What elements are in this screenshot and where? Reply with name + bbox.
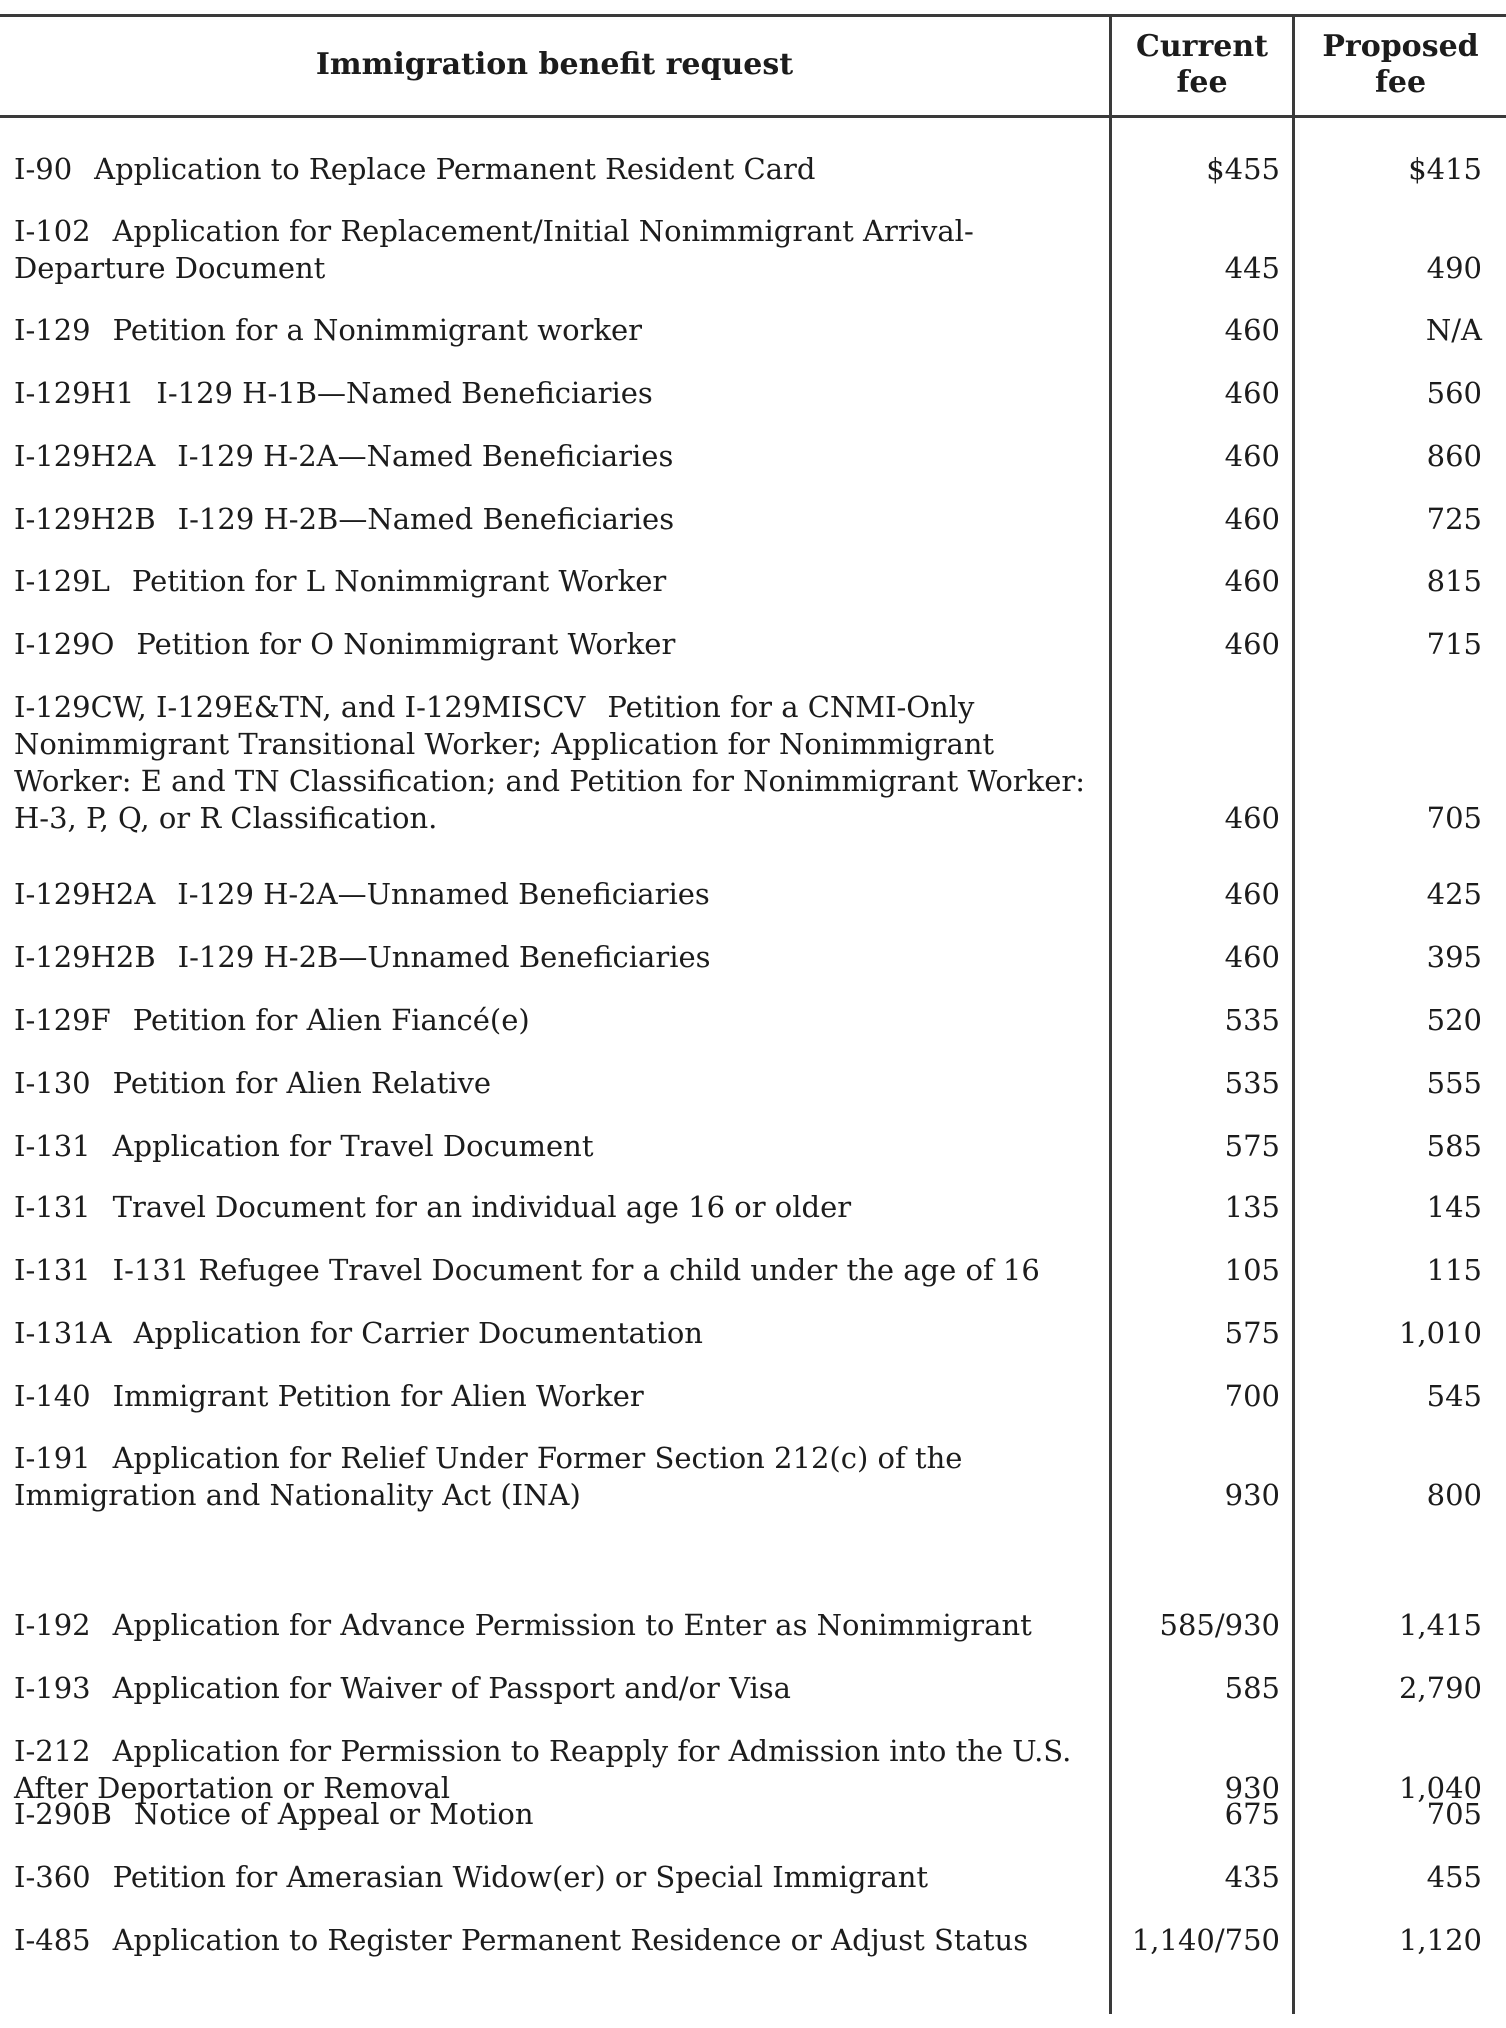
form-code: I-485 [14,1923,91,1957]
proposed-fee-value: 585 [1426,1129,1482,1163]
current-fee-value: 460 [1224,313,1280,347]
table-row [0,1922,1506,1959]
proposed-fee-value: 705 [1426,801,1482,835]
current-fee-value: 700 [1224,1379,1280,1413]
table-row [0,1065,1506,1102]
row-description [14,1252,1104,1289]
form-title: Worker: E and TN Classification; and Petition for Nonimmigrant Worker: [14,764,1086,798]
table-row [0,151,1506,188]
table-row [0,1189,1506,1226]
header-proposed-fee-line1: Proposed [1322,28,1479,64]
fee-table [0,14,1506,2024]
proposed-fee-value: 425 [1426,877,1482,911]
form-title: Petition for a Nonimmigrant worker [112,313,643,347]
form-title: Application for Relief Under Former Section 212(c) of the [112,1441,963,1475]
form-code: I-131 [14,1253,91,1287]
form-title: After Deportation or Removal [14,1771,451,1805]
form-title: Application for Replacement/Initial Nonimmigrant Arrival- [112,214,974,248]
proposed-fee-value: 1,415 [1398,1608,1482,1642]
form-code: I-129H2B [14,502,156,536]
current-fee-value: 535 [1224,1003,1280,1037]
form-title: I-129 H-2B—Unnamed Beneficiaries [177,940,711,974]
table-row [0,876,1506,913]
row-description-line [14,312,1104,349]
table-row [0,1378,1506,1415]
row-description-line [14,1733,1104,1770]
form-code: I-193 [14,1671,91,1705]
row-description [14,151,1104,188]
row-description-line [14,763,1104,800]
row-description-line [14,1440,1104,1477]
proposed-fee-value: 860 [1426,439,1482,473]
current-fee-value: 460 [1224,502,1280,536]
row-description-line [14,1922,1104,1959]
header-current-fee-line2: fee [1176,64,1228,100]
table-row [0,563,1506,600]
header-proposed-fee-line2: fee [1374,64,1427,100]
form-code: I-131A [14,1316,112,1350]
current-fee-value: 445 [1224,251,1280,285]
row-description [14,626,1104,663]
form-title: Nonimmigrant Transitional Worker; Application for Nonimmigrant [14,727,995,761]
row-description [14,1440,1104,1514]
row-description [14,213,1104,287]
row-description-line [14,1378,1104,1415]
form-title: Immigrant Petition for Alien Worker [112,1379,644,1413]
table-row [0,1002,1506,1039]
current-fee-value: 460 [1224,940,1280,974]
form-code: I-129 [14,313,91,347]
row-description-line [14,1477,1104,1514]
form-title: Notice of Appeal or Motion [133,1797,534,1831]
proposed-fee-value: 800 [1426,1478,1482,1512]
table-row [0,375,1506,412]
row-description [14,375,1104,412]
table-row [0,1670,1506,1707]
current-fee-value: 585/930 [1159,1608,1280,1642]
row-description-line [14,438,1104,475]
proposed-fee-value: 555 [1426,1066,1482,1100]
table-row [0,312,1506,349]
row-description-line [14,689,1104,726]
form-title: I-129 H-2B—Named Beneficiaries [177,502,675,536]
form-title: Application for Travel Document [112,1129,594,1163]
row-description-line [14,1607,1104,1644]
current-fee-value: $455 [1206,152,1280,186]
proposed-fee-value: $415 [1408,152,1482,186]
row-description-line [14,250,1104,287]
form-code: I-129O [14,627,115,661]
form-code: I-130 [14,1066,91,1100]
row-description [14,1670,1104,1707]
form-title: Petition for Alien Fiancé(e) [132,1003,530,1037]
table-row [0,1252,1506,1289]
row-description [14,939,1104,976]
row-description [14,689,1104,837]
table-row [0,438,1506,475]
form-code: I-140 [14,1379,91,1413]
row-description-line [14,151,1104,188]
current-fee-value: 460 [1224,564,1280,598]
proposed-fee-value: 145 [1426,1190,1482,1224]
row-description-line [14,800,1104,837]
form-code: I-290B [14,1797,112,1831]
table-row [0,626,1506,663]
current-fee-value: 105 [1224,1253,1280,1287]
row-description [14,1859,1104,1896]
proposed-fee-value: 490 [1426,251,1482,285]
table-row [0,939,1506,976]
proposed-fee-value: 1,120 [1398,1923,1482,1957]
header-current-fee [1112,14,1292,115]
proposed-fee-value: 1,040 [1398,1771,1482,1805]
form-title: Application for Waiver of Passport and/or Visa [112,1671,791,1705]
header-bottom-rule [0,115,1506,118]
row-description-line [14,501,1104,538]
row-description [14,1189,1104,1226]
current-fee-value: 460 [1224,439,1280,473]
form-title: Departure Document [14,251,326,285]
row-description-line [14,1859,1104,1896]
table-row [0,1440,1506,1514]
header-current-fee-line1: Current [1135,28,1269,64]
form-title: Petition for L Nonimmigrant Worker [131,564,667,598]
current-fee-value: 535 [1224,1066,1280,1100]
proposed-fee-value: 545 [1426,1379,1482,1413]
proposed-fee-value: 455 [1426,1860,1482,1894]
form-title: Application for Permission to Reapply for Admission into the U.S. [112,1734,1072,1768]
proposed-fee-value: 725 [1426,502,1482,536]
row-description-line [14,375,1104,412]
row-description-line [14,1315,1104,1352]
form-title: Travel Document for an individual age 16 or older [112,1190,852,1224]
current-fee-value: 135 [1224,1190,1280,1224]
table-row [0,1796,1506,1833]
table-row [0,501,1506,538]
current-fee-value: 460 [1224,627,1280,661]
header-benefit-request [0,14,1109,115]
form-code: I-360 [14,1860,91,1894]
row-description-line [14,939,1104,976]
row-description [14,563,1104,600]
row-description-line [14,1252,1104,1289]
proposed-fee-value: 520 [1426,1003,1482,1037]
row-description-line [14,1065,1104,1102]
header-benefit-request-label: Immigration benefit request [315,46,794,82]
current-fee-value: 675 [1224,1797,1280,1831]
table-row [0,1607,1506,1644]
current-fee-value: 585 [1224,1671,1280,1705]
row-description [14,312,1104,349]
current-fee-value: 460 [1224,376,1280,410]
row-description-line [14,1670,1104,1707]
row-description-line [14,1189,1104,1226]
row-description [14,438,1104,475]
proposed-fee-value: 2,790 [1398,1671,1482,1705]
header-proposed-fee [1295,14,1506,115]
row-description [14,876,1104,913]
row-description [14,501,1104,538]
row-description [14,1922,1104,1959]
form-title: Petition for a CNMI-Only [607,690,975,724]
proposed-fee-value: 715 [1426,627,1482,661]
form-code: I-129CW, I-129E&TN, and I-129MISCV [14,690,586,724]
row-description [14,1607,1104,1644]
form-title: I-131 Refugee Travel Document for a child under the age of 16 [112,1253,1040,1287]
row-description-line [14,1002,1104,1039]
row-description [14,1002,1104,1039]
proposed-fee-value: 815 [1426,564,1482,598]
form-code: I-212 [14,1734,91,1768]
form-code: I-192 [14,1608,91,1642]
form-title: Petition for O Nonimmigrant Worker [136,627,676,661]
form-title: Application for Advance Permission to Enter as Nonimmigrant [112,1608,1032,1642]
proposed-fee-value: 115 [1426,1253,1482,1287]
current-fee-value: 460 [1224,877,1280,911]
row-description [14,1128,1104,1165]
form-title: Application to Register Permanent Residence or Adjust Status [112,1923,1029,1957]
row-description [14,1315,1104,1352]
proposed-fee-value: 560 [1426,376,1482,410]
form-title: I-129 H-2A—Named Beneficiaries [177,439,674,473]
form-code: I-129L [14,564,110,598]
table-row [0,1859,1506,1896]
proposed-fee-value: N/A [1425,313,1482,347]
current-fee-value: 435 [1224,1860,1280,1894]
form-title: Application to Replace Permanent Resident Card [94,152,816,186]
current-fee-value: 930 [1224,1478,1280,1512]
form-code: I-102 [14,214,91,248]
proposed-fee-value: 705 [1426,1797,1482,1831]
proposed-fee-value: 395 [1426,940,1482,974]
table-row [0,213,1506,287]
proposed-fee-value: 1,010 [1398,1316,1482,1350]
row-description-line [14,876,1104,913]
table-row [0,1128,1506,1165]
form-title: Petition for Amerasian Widow(er) or Special Immigrant [112,1860,929,1894]
row-description [14,1065,1104,1102]
form-title: I-129 H-2A—Unnamed Beneficiaries [177,877,710,911]
form-code: I-129H1 [14,376,135,410]
form-code: I-191 [14,1441,91,1475]
current-fee-value: 1,140/750 [1131,1923,1280,1957]
current-fee-value: 460 [1224,801,1280,835]
current-fee-value: 575 [1224,1316,1280,1350]
row-description-line [14,626,1104,663]
form-title: H-3, P, Q, or R Classification. [14,801,438,835]
form-code: I-90 [14,152,73,186]
form-title: Immigration and Nationality Act (INA) [14,1478,581,1512]
form-code: I-131 [14,1190,91,1224]
row-description-line [14,213,1104,250]
table-row [0,1315,1506,1352]
row-description-line [14,1796,1104,1833]
row-description-line [14,726,1104,763]
current-fee-value: 930 [1224,1771,1280,1805]
form-code: I-129H2A [14,877,156,911]
form-code: I-131 [14,1129,91,1163]
row-description-line [14,563,1104,600]
form-code: I-129H2B [14,940,156,974]
table-row [0,689,1506,837]
current-fee-value: 575 [1224,1129,1280,1163]
form-title: Application for Carrier Documentation [133,1316,703,1350]
form-code: I-129H2A [14,439,156,473]
form-title: Petition for Alien Relative [112,1066,492,1100]
row-description [14,1378,1104,1415]
row-description-line [14,1128,1104,1165]
form-code: I-129F [14,1003,111,1037]
row-description [14,1796,1104,1833]
form-title: I-129 H-1B—Named Beneficiaries [156,376,653,410]
